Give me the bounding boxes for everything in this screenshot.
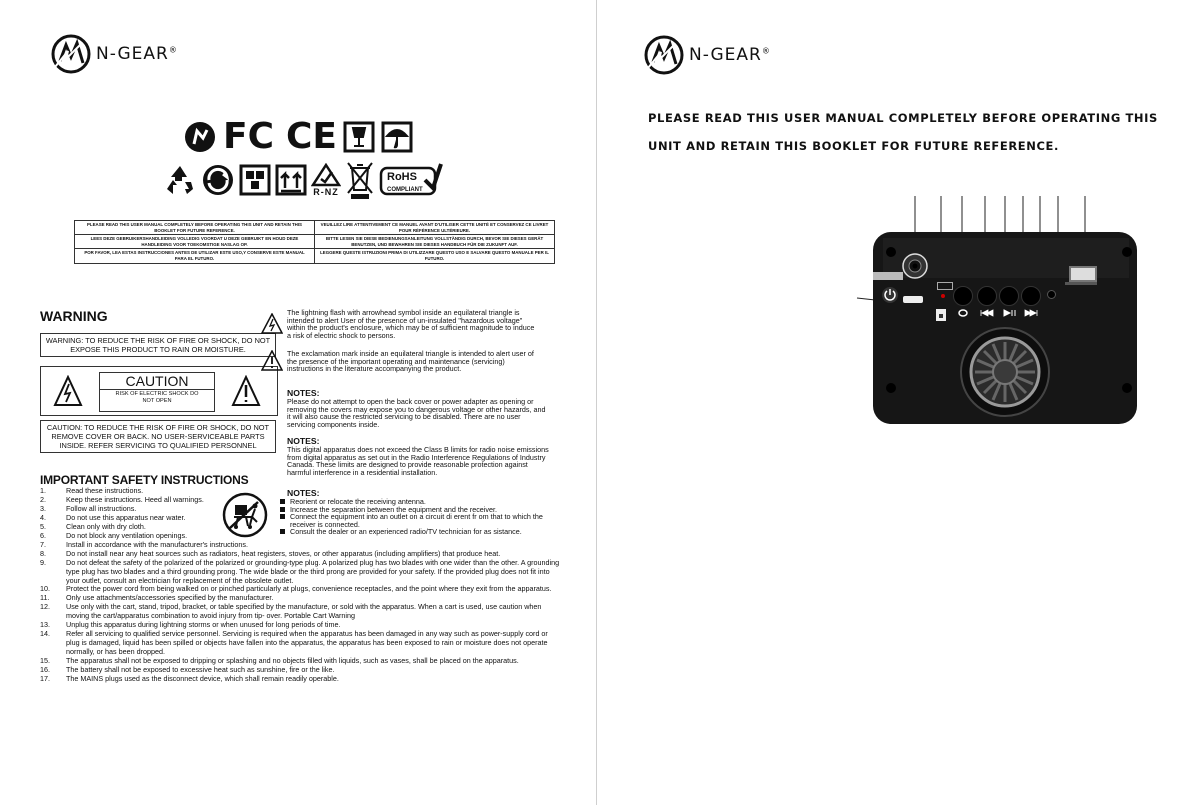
usb-port-icon[interactable] xyxy=(1069,266,1097,282)
micro-usb-port[interactable] xyxy=(937,282,953,290)
notes-block-2 xyxy=(287,436,549,476)
right-page xyxy=(597,0,1191,805)
mode-icon xyxy=(959,310,967,316)
bass-speaker-icon xyxy=(959,326,1051,418)
rcm-nz-icon: R-NZ xyxy=(311,163,341,197)
compliance-row-2 xyxy=(148,160,458,200)
language-cell: POR FAVOR, LEA ESTAS INSTRUCCIONES ANTES DE UTILIZAR ESTE USO,Y CONSERVE ESTE MANUAL PARA EL FUTURO. xyxy=(75,249,315,263)
list-item: 1. Read these instructions. xyxy=(40,486,144,495)
rohs-icon: RoHS COMPLIANT xyxy=(379,162,443,198)
list-item: 4. Do not use this apparatus near water. xyxy=(40,512,186,522)
list-item: 2. Keep these instructions. Heed all warnings. xyxy=(40,494,204,504)
previous-button[interactable] xyxy=(977,286,997,306)
fragile-icon xyxy=(343,121,375,153)
language-cell: LEES DEZE GEBRUIKERSHANDLEIDING VOLLEDIG VOORDAT U DEZE GEBRUIKT EN HOUD DEZE HANDLEIDING VOOR TOEKOMSTIGE NASLAG OP. xyxy=(75,235,315,249)
previous-icon xyxy=(981,310,993,316)
caution-subtitle: RISK OF ELECTRIC SHOCK DO NOT OPEN xyxy=(115,391,199,404)
manual-notice-line-1: PLEASE READ THIS USER MANUAL COMPLETELY BEFORE OPERATING THIS xyxy=(648,111,1158,125)
notes-heading: NOTES: xyxy=(287,488,320,498)
exclamation-triangle-icon xyxy=(261,350,283,372)
brand-logo xyxy=(643,34,771,76)
button-labels xyxy=(955,308,1045,318)
keep-dry-icon xyxy=(381,121,413,153)
language-cell: BITTE LESEN SIE DIESE BEDIENUNGSANLEITUNG VOLLSTÄNDIG DURCH, BEVOR SIE DIESES GERÄT BENUTZEN, UND BEWAHREN SIE DIESES HANDBUCH FÜR DIE ZUKUNFT AUF. xyxy=(315,235,555,249)
language-row xyxy=(75,249,555,263)
weee-bin-icon xyxy=(345,160,375,200)
ce-icon: CE xyxy=(286,116,338,157)
warning-title: WARNING xyxy=(40,308,108,324)
list-item: 11. Only use attachments/accessories specified by the manufacturer. xyxy=(40,593,274,603)
lightning-triangle-icon xyxy=(261,313,283,335)
safety-title: IMPORTANT SAFETY INSTRUCTIONS xyxy=(40,473,249,487)
this-way-up-icon xyxy=(275,164,307,196)
lightning-triangle-icon xyxy=(53,375,83,407)
list-item: 16. The battery shall not be exposed to excessive heat such as sunshine, fire or the like. xyxy=(40,665,335,675)
aux-jack-icon[interactable] xyxy=(901,252,929,280)
status-led xyxy=(941,294,945,298)
usb-slot xyxy=(1065,282,1097,285)
list-item: 10. Protect the power cord from being walked on or pinched particularly at plugs, convenience receptacles, and the point where they exit from the apparatus. xyxy=(40,584,552,594)
list-item: 7. Install in accordance with the manufacturer's instructions. xyxy=(40,539,248,549)
manual-notice-line-2: UNIT AND RETAIN THIS BOOKLET FOR FUTURE REFERENCE. xyxy=(648,139,1059,153)
green-dot-icon xyxy=(201,163,235,197)
list-item: 14. Refer all servicing to qualified service personnel. Servicing is required when the apparatus has been damaged in any way such as power-supply cord or plug is damaged, liquid has been spilled or objects have fallen into the apparatus, the apparatus has been exposed to rain or moisture does not operate normally, or has been dropped. xyxy=(40,629,548,657)
notes-heading: NOTES: xyxy=(287,436,320,446)
list-item: 15. The apparatus shall not be exposed to dripping or splashing and no objects filled with liquids, such as vases, shall be placed on the apparatus. xyxy=(40,656,519,666)
list-item: 13. Unplug this apparatus during lightning storms or when unused for long periods of time. xyxy=(40,620,341,630)
brand-mark-icon xyxy=(643,34,685,76)
recycle-icon xyxy=(163,163,197,197)
exclamation-symbol-text: The exclamation mark inside an equilateral triangle is intended to alert user of the presence of the important operating and maintenance (servicing) instructions in the literature accompanying the product. xyxy=(287,349,534,374)
language-cell: VEUILLEZ LIRE ATTENTIVEMENT CE MANUEL AVANT D'UTILISER CETTE UNITÉ ET CONSERVEZ CE LIVRET POUR RÉFÉRENCE ULTÉRIEURE. xyxy=(315,221,555,235)
caution-box: CAUTION: TO REDUCE THE RISK OF FIRE OR SHOCK, DO NOT REMOVE COVER OR BACK. NO USER-SERVICEABLE PARTS INSIDE. REFER SERVICING TO QUALIFIED PERSONNEL xyxy=(40,420,276,453)
language-row xyxy=(75,221,555,235)
brand-logo xyxy=(50,33,178,75)
rcm-icon xyxy=(183,120,217,154)
notes-bullet: Connect the equipment into an outlet on a circuit di erent fr om that to which the receiver is connected. xyxy=(280,513,560,528)
list-item: 12. Use only with the cart, stand, tripod, bracket, or table specified by the manufacture, or sold with the apparatus. When a cart is used, use caution when moving the cart/apparatus combination to avoid injury from tip- over. Portable Cart Warning xyxy=(40,602,542,621)
panel-label-strip xyxy=(873,272,903,280)
next-icon xyxy=(1025,310,1037,316)
power-button-icon[interactable] xyxy=(881,286,899,304)
warning-box: WARNING: TO REDUCE THE RISK OF FIRE OR SHOCK, DO NOT EXPOSE THIS PRODUCT TO RAIN OR MOISTURE. xyxy=(40,333,276,357)
notes-block-1 xyxy=(287,388,549,428)
language-cell: LEGGERE QUESTE ISTRUZIONI PRIMA DI UTILIZZARE QUESTO USO E SALVARE QUESTO MANUALE PER IL FUTURO. xyxy=(315,249,555,263)
list-item: 17. The MAINS plugs used as the disconnect device, which shall remain readily operable. xyxy=(40,674,339,684)
tf-card-icon xyxy=(935,308,947,322)
list-item: 5. Clean only with dry cloth. xyxy=(40,521,146,531)
play-pause-icon xyxy=(1004,310,1015,316)
mode-button[interactable] xyxy=(953,286,973,306)
safety-list xyxy=(40,487,560,684)
notes-bullet: Increase the separation between the equipment and the receiver. xyxy=(280,506,560,514)
notes-text: This digital apparatus does not exceed the Class B limits for radio noise emissions from digital apparatus as set out in the Radio Interference Regulations of Industry Canada. These limits are designed to provide reasonable protection against harmful interference in a residential installation. xyxy=(287,445,549,477)
language-cell: PLEASE READ THIS USER MANUAL COMPLETELY BEFORE OPERATING THIS UNIT AND RETAIN THIS BOOKLET FOR FUTURE REFERENCE. xyxy=(75,221,315,235)
list-item: 3. Follow all instructions. xyxy=(40,503,137,513)
notes-bullet: Consult the dealer or an experienced radio/TV technician for as sistance. xyxy=(280,528,560,536)
caution-title: CAUTION xyxy=(100,373,214,390)
caution-panel xyxy=(99,372,215,412)
speaker-controls xyxy=(873,234,1137,424)
notes-heading: NOTES: xyxy=(287,388,320,398)
notes-text: Please do not attempt to open the back cover or power adapter as opening or removing the covers may expose you to dangerous voltage or other hazards, and it will also cause the restricted servicing to be disabled. There are no user servicing components inside. xyxy=(287,397,546,429)
play-pause-button[interactable] xyxy=(999,286,1019,306)
list-item: 8. Do not install near any heat sources such as radiators, heat registers, stoves, or other apparatus (including amplifiers) that produce heat. xyxy=(40,548,501,558)
mic-hole xyxy=(1047,290,1056,299)
list-item: 6. Do not block any ventilation openings. xyxy=(40,530,188,540)
caution-label xyxy=(40,366,278,416)
language-notice-table xyxy=(74,220,555,264)
power-switch[interactable] xyxy=(903,296,923,303)
stack-limit-icon xyxy=(239,164,271,196)
notes-bullet: Reorient or relocate the receiving antenna. xyxy=(280,498,560,506)
lightning-symbol-text: The lightning flash with arrowhead symbol inside an equilateral triangle is intended to alert User of the presence of un-insulated "hazardous voltage" within the product's enclosure, which may be of sufficient magnitude to induce a risk of electric shock to persons. xyxy=(287,308,535,340)
compliance-row-1 xyxy=(178,116,418,157)
brand-name: N-GEAR® xyxy=(689,45,771,65)
next-button[interactable] xyxy=(1021,286,1041,306)
brand-name: N-GEAR® xyxy=(96,44,178,64)
brand-mark-icon xyxy=(50,33,92,75)
exclamation-triangle-icon xyxy=(231,375,261,407)
list-item: 9. Do not defeat the safety of the polarized of the polarized or grounding-type plug. A polarized plug has two blades with one wider than the other. A grounding type plug has two blades and a third grounding prong. The wide blade or the third prong are provided for your safety. If the provided plug does not fit into your outlet, consult an electrician for replacement of the obsolete outlet. xyxy=(40,557,560,585)
fcc-icon: FC xyxy=(222,116,274,157)
language-row xyxy=(75,235,555,249)
